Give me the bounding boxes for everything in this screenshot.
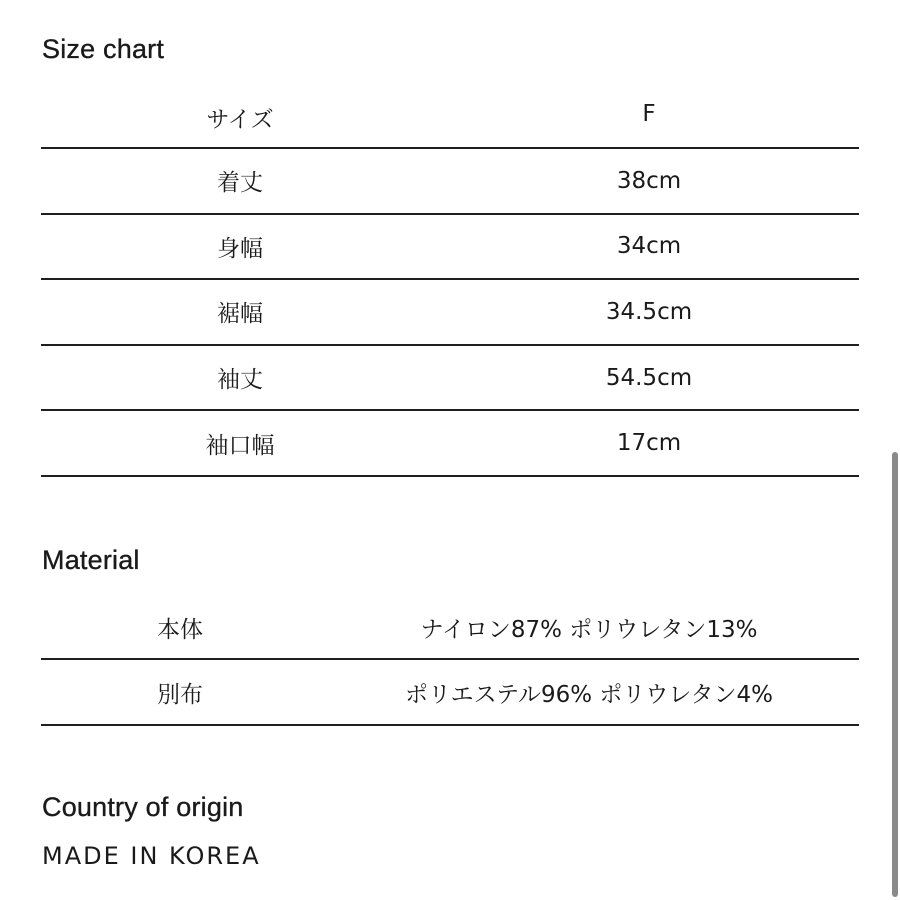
table-row: [41, 346, 859, 412]
table-row: [41, 215, 859, 281]
size-chart-heading: Size chart: [42, 34, 165, 64]
size-chart-table: [41, 100, 859, 477]
size-chart-header-row: [41, 100, 859, 149]
vertical-scrollbar[interactable]: [892, 452, 898, 897]
country-of-origin-heading: Country of origin: [42, 792, 244, 822]
country-of-origin-value: MADE IN KOREA: [42, 842, 261, 870]
measurement-label: 裾幅: [217, 301, 263, 328]
material-part-label: 本体: [157, 617, 203, 643]
material-table: [41, 610, 859, 726]
table-row: [41, 610, 859, 660]
table-row: [41, 411, 859, 477]
table-row: [41, 280, 859, 346]
measurement-label: 身幅: [217, 235, 263, 262]
size-label-header: サイズ: [206, 107, 274, 133]
material-composition: ナイロン87% ポリウレタン13%: [420, 617, 758, 643]
measurement-label: 袖口幅: [205, 432, 275, 459]
material-composition: ポリエステル96% ポリウレタン4%: [405, 681, 773, 708]
material-part-label: 別布: [157, 681, 203, 708]
measurement-label: 袖丈: [217, 367, 263, 394]
measurement-value: 54.5cm: [605, 364, 693, 391]
measurement-label: 着丈: [217, 170, 263, 197]
material-heading: Material: [42, 545, 140, 575]
measurement-value: 17cm: [616, 430, 682, 457]
measurement-value: 38cm: [616, 167, 682, 194]
measurement-value: 34.5cm: [605, 298, 693, 325]
table-row: [41, 149, 859, 215]
measurement-value: 34cm: [616, 233, 682, 260]
size-value-header: F: [642, 101, 656, 127]
table-row: [41, 660, 859, 726]
